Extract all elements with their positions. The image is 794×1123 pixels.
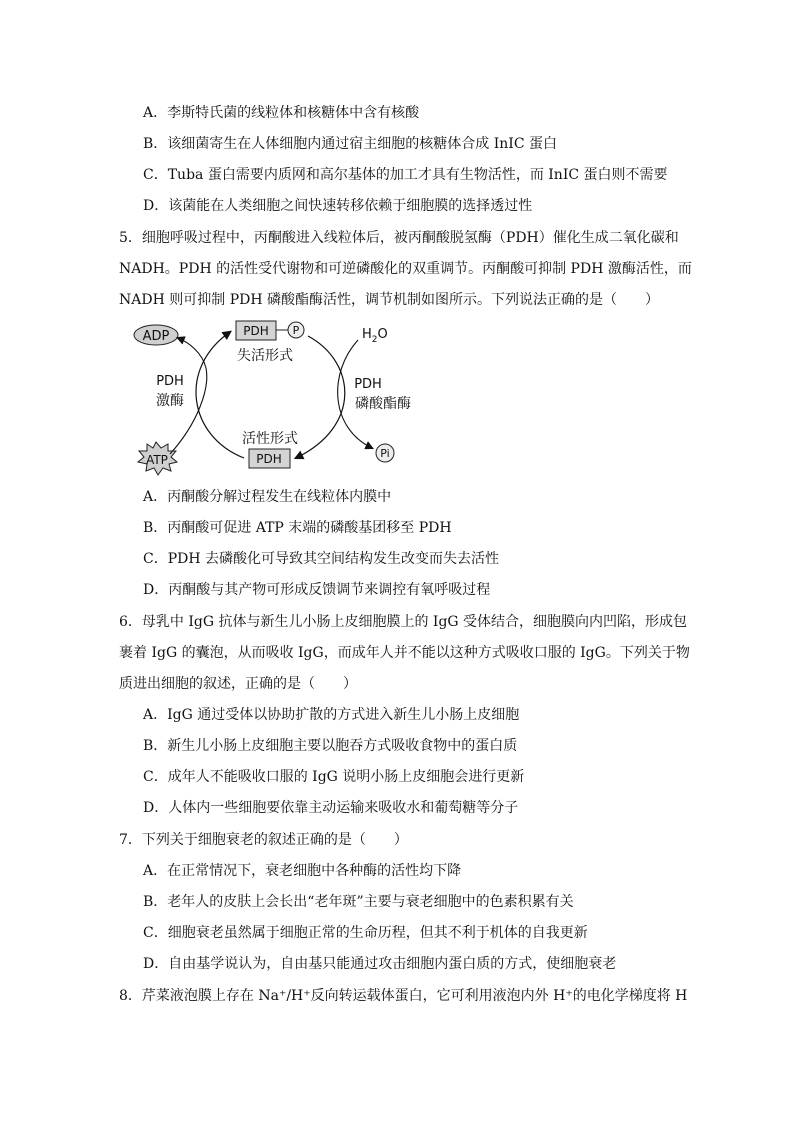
q4-option-c: C．Tuba 蛋白需要内质网和高尔基体的加工才具有生物活性，而 InIC 蛋白则不需要 bbox=[143, 167, 668, 183]
adp-ellipse bbox=[134, 325, 178, 345]
q5-stem-line-1: 5．细胞呼吸过程中，丙酮酸进入线粒体后，被丙酮酸脱氢酶（PDH）催化生成二氧化碳和 bbox=[119, 230, 679, 246]
q7-option-a: A．在正常情况下，衰老细胞中各种酶的活性均下降 bbox=[143, 863, 462, 879]
phosphate-label: P bbox=[292, 324, 300, 337]
q7-stem: 7．下列关于细胞衰老的叙述正确的是（ ） bbox=[119, 832, 408, 848]
adp-label: ADP bbox=[142, 329, 170, 344]
pdh-regulation-diagram bbox=[118, 318, 438, 478]
q6-stem-line-2: 裹着 IgG 的囊泡，从而吸收 IgG，而成年人并不能以这种方式吸收口服的 IgG。下列关于物 bbox=[119, 645, 690, 661]
q6-option-c: C．成年人不能吸收口服的 IgG 说明小肠上皮细胞会进行更新 bbox=[143, 769, 525, 785]
pdh-top-label: PDH bbox=[243, 324, 269, 338]
pdh-bottom-label: PDH bbox=[256, 452, 282, 466]
q5-stem-line-3: NADH 则可抑制 PDH 磷酸酯酶活性，调节机制如图所示。下列说法正确的是（ ） bbox=[119, 292, 659, 308]
kinase-label-line2: 激酶 bbox=[156, 393, 184, 409]
inactive-form-label: 失活形式 bbox=[237, 348, 293, 364]
q4-option-d: D．该菌能在人类细胞之间快速转移依赖于细胞膜的选择透过性 bbox=[143, 198, 533, 214]
q5-stem-line-2: NADH。PDH 的活性受代谢物和可逆磷酸化的双重调节。丙酮酸可抑制 PDH 激酶活性，而 bbox=[119, 261, 692, 277]
q7-option-d: D．自由基学说认为，自由基只能通过攻击细胞内蛋白质的方式，使细胞衰老 bbox=[143, 956, 617, 972]
kinase-label-line1: PDH bbox=[156, 374, 184, 389]
q6-stem-line-3: 质进出细胞的叙述，正确的是（ ） bbox=[119, 676, 357, 692]
q5-option-b: B．丙酮酸可促进 ATP 末端的磷酸基团移至 PDH bbox=[143, 520, 452, 536]
phosphatase-label-line2: 磷酸酯酶 bbox=[355, 396, 411, 412]
atp-starburst bbox=[138, 442, 177, 475]
q6-option-d: D．人体内一些细胞要依靠主动运输来吸收水和葡萄糖等分子 bbox=[143, 800, 519, 816]
water-label-h: $H_2O$ bbox=[362, 327, 388, 345]
atp-label: ATP bbox=[146, 453, 168, 467]
q7-option-b: B．老年人的皮肤上会长出“老年斑”主要与衰老细胞中的色素积累有关 bbox=[143, 894, 574, 910]
pdh-active-box bbox=[249, 449, 290, 468]
water-to-pi-arc bbox=[338, 340, 372, 448]
q5-option-d: D．丙酮酸与其产物可形成反馈调节来调控有氧呼吸过程 bbox=[143, 582, 491, 598]
q8-stem: 8．芹菜液泡膜上存在 Na⁺/H⁺反向转运载体蛋白，它可利用液泡内外 H⁺的电化学梯度将 H bbox=[119, 988, 688, 1004]
active-form-label: 活性形式 bbox=[242, 431, 298, 447]
q6-option-b: B．新生儿小肠上皮细胞主要以胞吞方式吸收食物中的蛋白质 bbox=[143, 738, 518, 754]
q6-option-a: A．IgG 通过受体以协助扩散的方式进入新生儿小肠上皮细胞 bbox=[143, 707, 520, 723]
q4-option-a: A．李斯特氏菌的线粒体和核糖体中含有核酸 bbox=[143, 105, 420, 121]
phosphatase-label-line1: PDH bbox=[354, 377, 382, 392]
pdh-inactive-box bbox=[236, 321, 304, 340]
pi-label: Pi bbox=[380, 447, 390, 460]
q6-stem-line-1: 6．母乳中 IgG 抗体与新生儿小肠上皮细胞膜上的 IgG 受体结合，细胞膜向内凹陷，形成包 bbox=[119, 614, 688, 630]
q5-option-c: C．PDH 去磷酸化可导致其空间结构发生改变而失去活性 bbox=[143, 551, 500, 567]
q5-option-a: A．丙酮酸分解过程发生在线粒体内膜中 bbox=[143, 489, 392, 505]
q7-option-c: C．细胞衰老虽然属于细胞正常的生命历程，但其不利于机体的自我更新 bbox=[143, 925, 588, 941]
q4-option-b: B．该细菌寄生在人体细胞内通过宿主细胞的核糖体合成 InIC 蛋白 bbox=[143, 136, 557, 152]
